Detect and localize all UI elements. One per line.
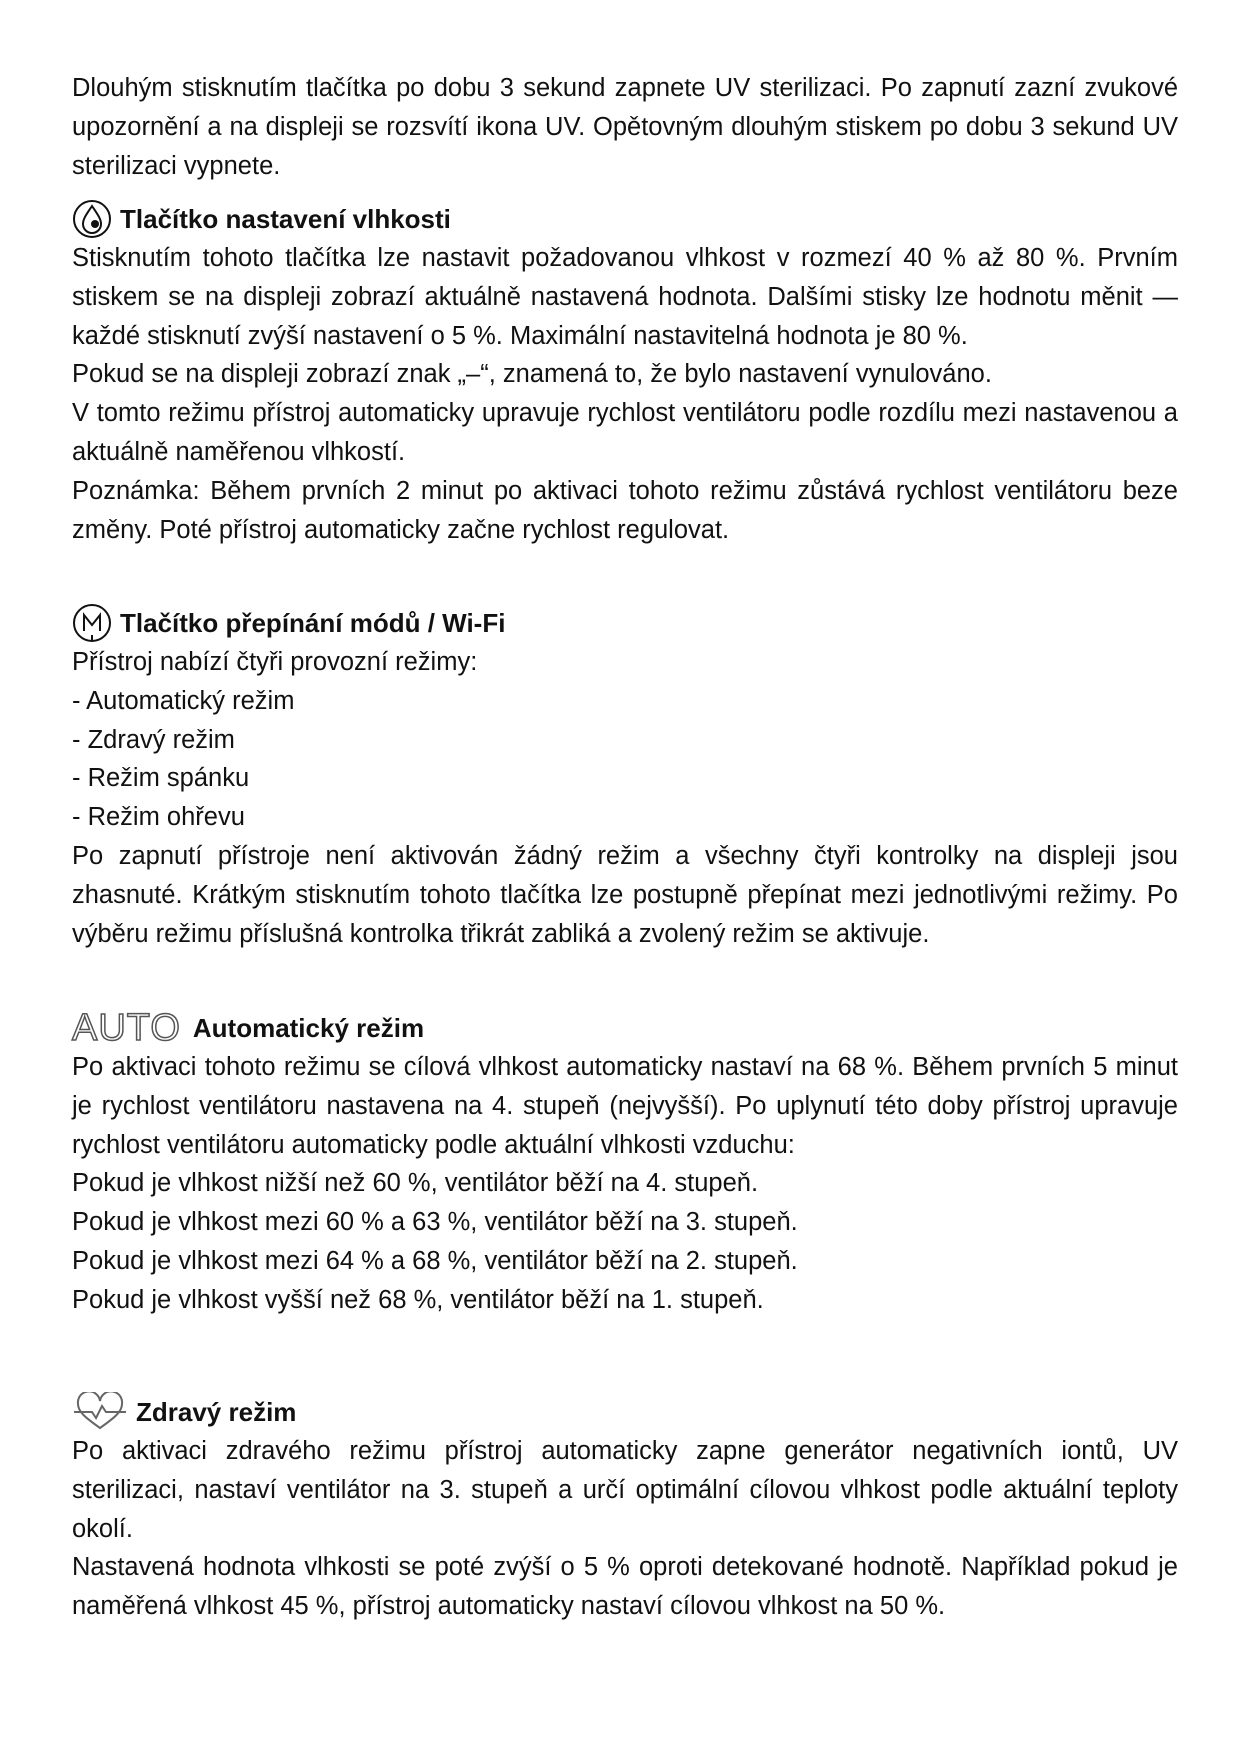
healthy-p1: Po aktivaci zdravého režimu přístroj automaticky zapne generátor negativních iontů, UV sterilizaci, nastaví ventilátor na 3. stupeň a určí optimální cílovou vlhkost podle aktuální teploty okolí.: [72, 1437, 1178, 1543]
humidity-drop-icon: [72, 199, 112, 239]
auto-rule: Pokud je vlhkost nižší než 60 %, ventilátor běží na 4. stupeň.: [72, 1169, 759, 1198]
auto-rule: Pokud je vlhkost mezi 64 % a 68 %, ventilátor běží na 2. stupeň.: [72, 1246, 798, 1275]
intro-paragraph: Dlouhým stisknutím tlačítka po dobu 3 sekund zapnete UV sterilizaci. Po zapnutí zazní zvukové upozornění a na displeji se rozsvítí ikona UV. Opětovným dlouhým stiskem po dobu 3 sekund UV sterilizaci vypnete.: [72, 74, 1178, 180]
mode-list-item: - Režim spánku: [72, 764, 250, 793]
mode-heading: [72, 603, 1178, 643]
mode-title: Tlačítko přepínání módů / Wi-Fi: [120, 607, 506, 638]
humidity-p3: V tomto režimu přístroj automaticky upravuje rychlost ventilátoru podle rozdílu mezi nastavenou a aktuálně naměřenou vlhkostí.: [72, 399, 1178, 466]
auto-rule: Pokud je vlhkost vyšší než 68 %, ventilátor běží na 1. stupeň.: [72, 1285, 764, 1314]
mode-list-item: - Automatický režim: [72, 686, 295, 715]
auto-title: Automatický režim: [192, 1012, 425, 1043]
mode-list-item: - Režim ohřevu: [72, 803, 245, 832]
heart-pulse-icon: [72, 1392, 128, 1432]
auto-section: [72, 1008, 1178, 1320]
healthy-p2: Nastavená hodnota vlhkosti se poté zvýší o 5 % oproti detekované hodnotě. Například pokud je naměřená vlhkost 45 %, přístroj automaticky nastaví cílovou vlhkost na 50 %.: [72, 1553, 1178, 1621]
humidity-heading: [72, 199, 1178, 239]
intro-section: [72, 69, 1178, 185]
humidity-p1: Stisknutím tohoto tlačítka lze nastavit požadovanou vlhkost v rozmezí 40 % až 80 %. Prvním stiskem se na displeji zobrazí aktuálně nastavená hodnota. Dalšími stisky lze hodnotu měnit — každé stisknutí zvýší nastavení o 5 %. Maximální nastavitelná hodnota je 80 %.: [72, 244, 1178, 350]
healthy-title: Zdravý režim: [136, 1396, 297, 1427]
mode-m-icon: [72, 603, 112, 643]
mode-list-item: - Zdravý režim: [72, 725, 235, 754]
mode-section: [72, 603, 1178, 953]
auto-logo-icon: AUTO: [72, 1006, 181, 1049]
humidity-p4: Poznámka: Během prvních 2 minut po aktivaci tohoto režimu zůstává rychlost ventilátoru beze změny. Poté přístroj automaticky začne rychlost regulovat.: [72, 476, 1178, 544]
healthy-heading: [72, 1392, 1178, 1432]
mode-p1: Po zapnutí přístroje není aktivován žádný režim a všechny čtyři kontrolky na displeji jsou zhasnuté. Krátkým stisknutím tohoto tlačítka lze postupně přepínat mezi jednotlivými režimy. Po výběru režimu příslušná kontrolka třikrát zabliká a zvolený režim se aktivuje.: [72, 841, 1178, 948]
humidity-section: [72, 199, 1178, 549]
mode-intro: Přístroj nabízí čtyři provozní režimy:: [72, 648, 478, 676]
auto-rule: Pokud je vlhkost mezi 60 % a 63 %, ventilátor běží na 3. stupeň.: [72, 1208, 798, 1237]
humidity-title: Tlačítko nastavení vlhkosti: [120, 203, 451, 234]
auto-p1: Po aktivaci tohoto režimu se cílová vlhkost automaticky nastaví na 68 %. Během prvních 5 minut je rychlost ventilátoru nastavena na 4. stupeň (nejvyšší). Po uplynutí této doby přístroj upravuje rychlost ventilátoru automaticky podle aktuální vlhkosti vzduchu:: [72, 1053, 1178, 1159]
auto-heading: [72, 1008, 1178, 1048]
healthy-section: [72, 1392, 1178, 1626]
humidity-p2: Pokud se na displeji zobrazí znak „–“, znamená to, že bylo nastavení vynulováno.: [72, 360, 992, 389]
